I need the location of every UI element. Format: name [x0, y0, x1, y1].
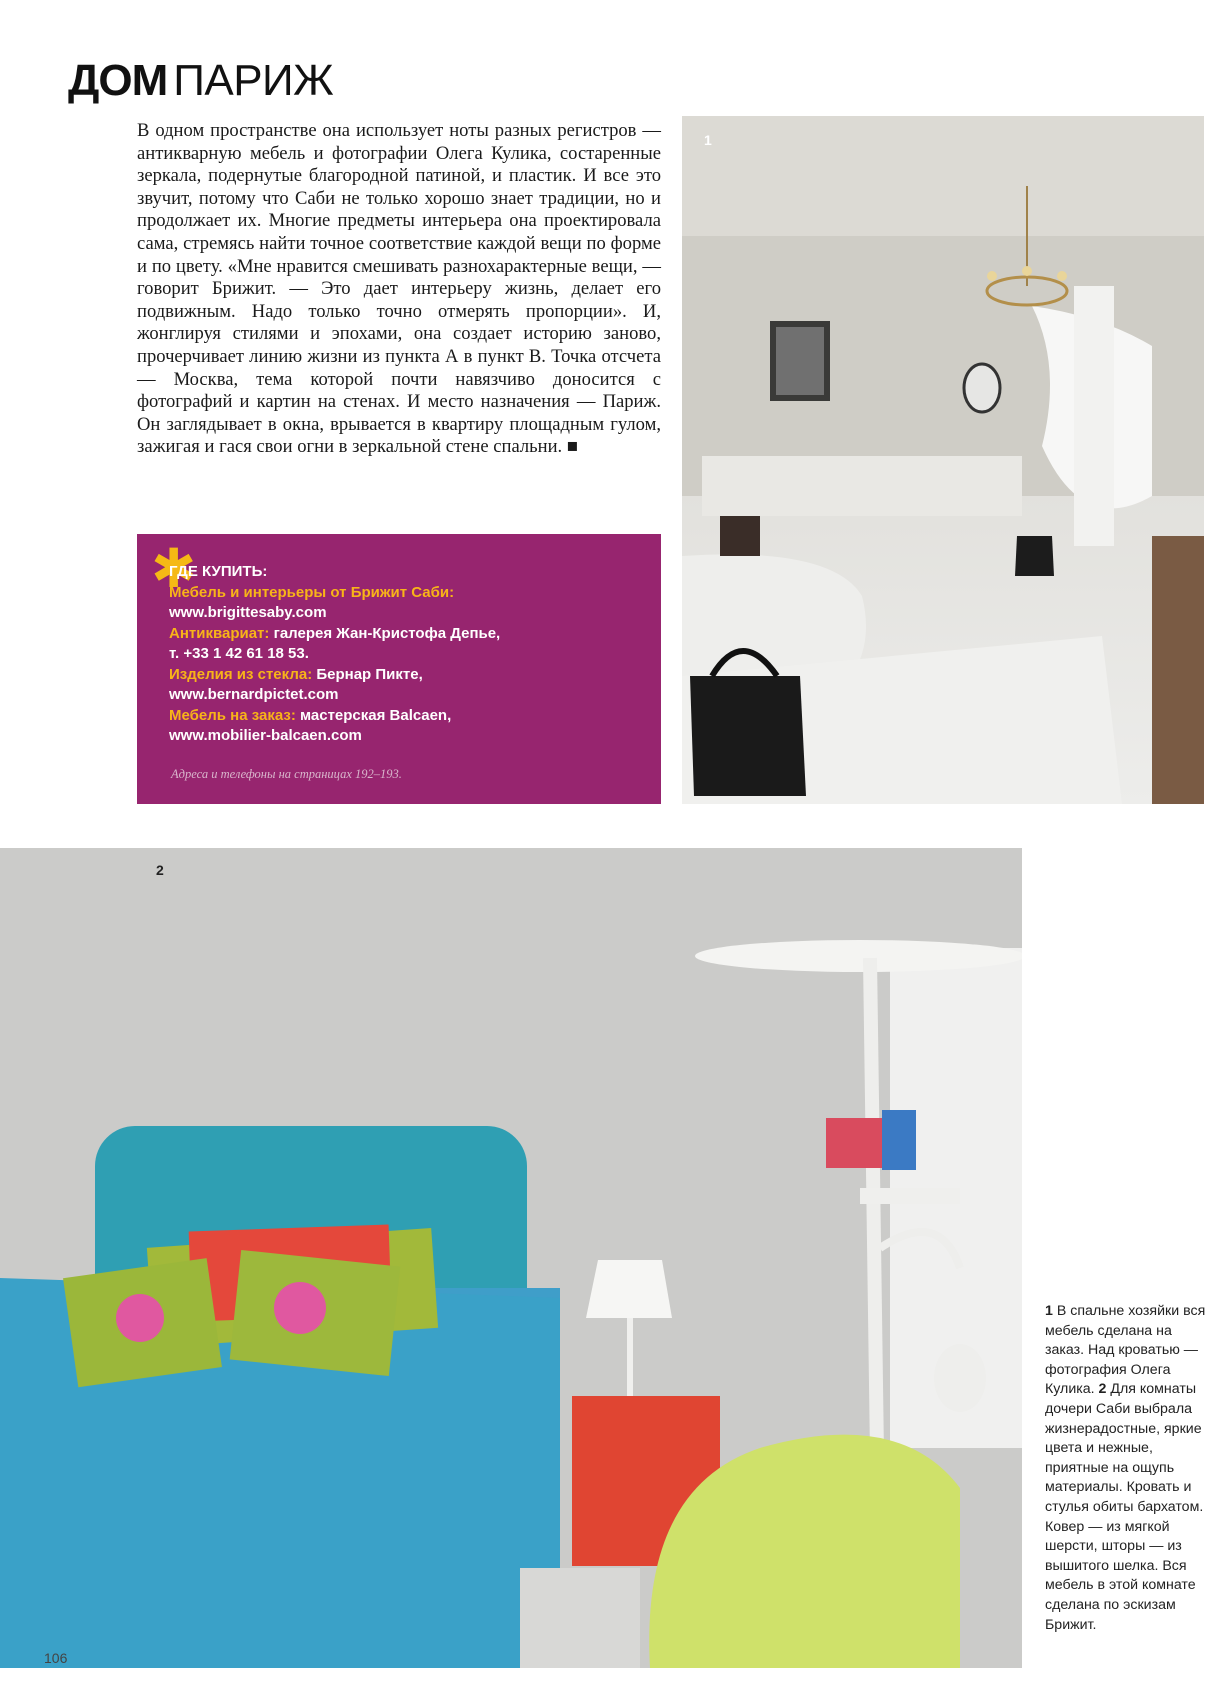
buy-box-note: Адреса и телефоны на страницах 192–193. [171, 766, 402, 781]
caption-text: В спальне хозяйки вся мебель сделана на заказ. Над кроватью — фотография Олега Кулика. [1045, 1303, 1206, 1398]
page-number: 106 [44, 1650, 68, 1666]
buy-row-furniture [169, 583, 641, 624]
article-text [137, 120, 661, 459]
photo-bedroom [682, 116, 1204, 804]
photo-number: 2 [156, 862, 164, 878]
buy-label: Мебель на заказ: [169, 706, 296, 724]
buy-label: Изделия из стекла: [169, 665, 313, 683]
buy-box-title: ГДЕ КУПИТЬ: [169, 563, 268, 580]
buy-value: галерея Жан-Кристофа Депье, [269, 624, 501, 642]
child-room-illustration [0, 848, 1022, 1668]
photo-number: 1 [704, 132, 712, 148]
buy-link[interactable]: www.bernardpictet.com [169, 686, 339, 703]
section-title: ДОМ [68, 56, 168, 105]
buy-phone: т. +33 1 42 61 18 53. [169, 645, 309, 662]
caption-number: 2 [1098, 1381, 1107, 1398]
buy-row-custom [169, 706, 641, 747]
buy-label: Мебель и интерьеры от Брижит Саби: [169, 583, 455, 601]
bedroom-illustration [682, 116, 1204, 804]
buy-value: мастерская Balcaen, [295, 706, 452, 724]
buy-value: Бернар Пикте, [312, 665, 423, 683]
article-body: В одном пространстве она использует ноты разных регистров — антикварную мебель и фотографии Олега Кулика, состаренные зеркала, подернутые благородной патиной, и пластик. И все это звучит, потому что Саби не только хорошо знает традиции, но и продолжает их. Многие предметы интерьера она проектировала сама, стремясь найти точное соответствие каждой вещи по форме и по цвету. «Мне нравится смешивать разнохарактерные вещи, — говорит Брижит. — Это дает интерьеру жизнь, делает его подвижным. Надо только точно отмерять пропорции». И, жонглируя стилями и эпохами, она создает историю заново, прочерчивает линию жизни из пункта А в пункт В. Точка отсчета — Москва, тема которой почти навязчиво доносится с фотографий и картин на стенах. И место назначения — Париж. Он заглядывает в окна, врывается в квартиру площадным гулом, зажигая и гася свои огни в зеркальной стене спальни. [137, 120, 661, 458]
photo-caption [1045, 1302, 1213, 1635]
where-to-buy-box [137, 534, 661, 804]
buy-link[interactable]: www.mobilier-balcaen.com [169, 727, 362, 744]
photo-child-room [0, 848, 1022, 1668]
caption-text: Для комнаты дочери Саби выбрала жизнерадостные, яркие цвета и нежные, приятные на ощупь материалы. Кровать и стулья обиты бархатом. Ковер — из мягкой шерсти, шторы — из вышитого шелка. Вся мебель в этой комнате сделана по эскизам Брижит. [1045, 1381, 1204, 1633]
buy-link[interactable]: www.brigittesaby.com [169, 604, 327, 621]
caption-number: 1 [1045, 1303, 1053, 1319]
buy-label: Антиквариат: [169, 624, 270, 642]
section-city: ПАРИЖ [173, 56, 334, 105]
buy-row-glass [169, 665, 641, 706]
section-header [68, 56, 333, 106]
end-mark: ■ [562, 436, 579, 458]
buy-row-antiques [169, 624, 641, 665]
star-icon: ✱ [151, 537, 197, 600]
